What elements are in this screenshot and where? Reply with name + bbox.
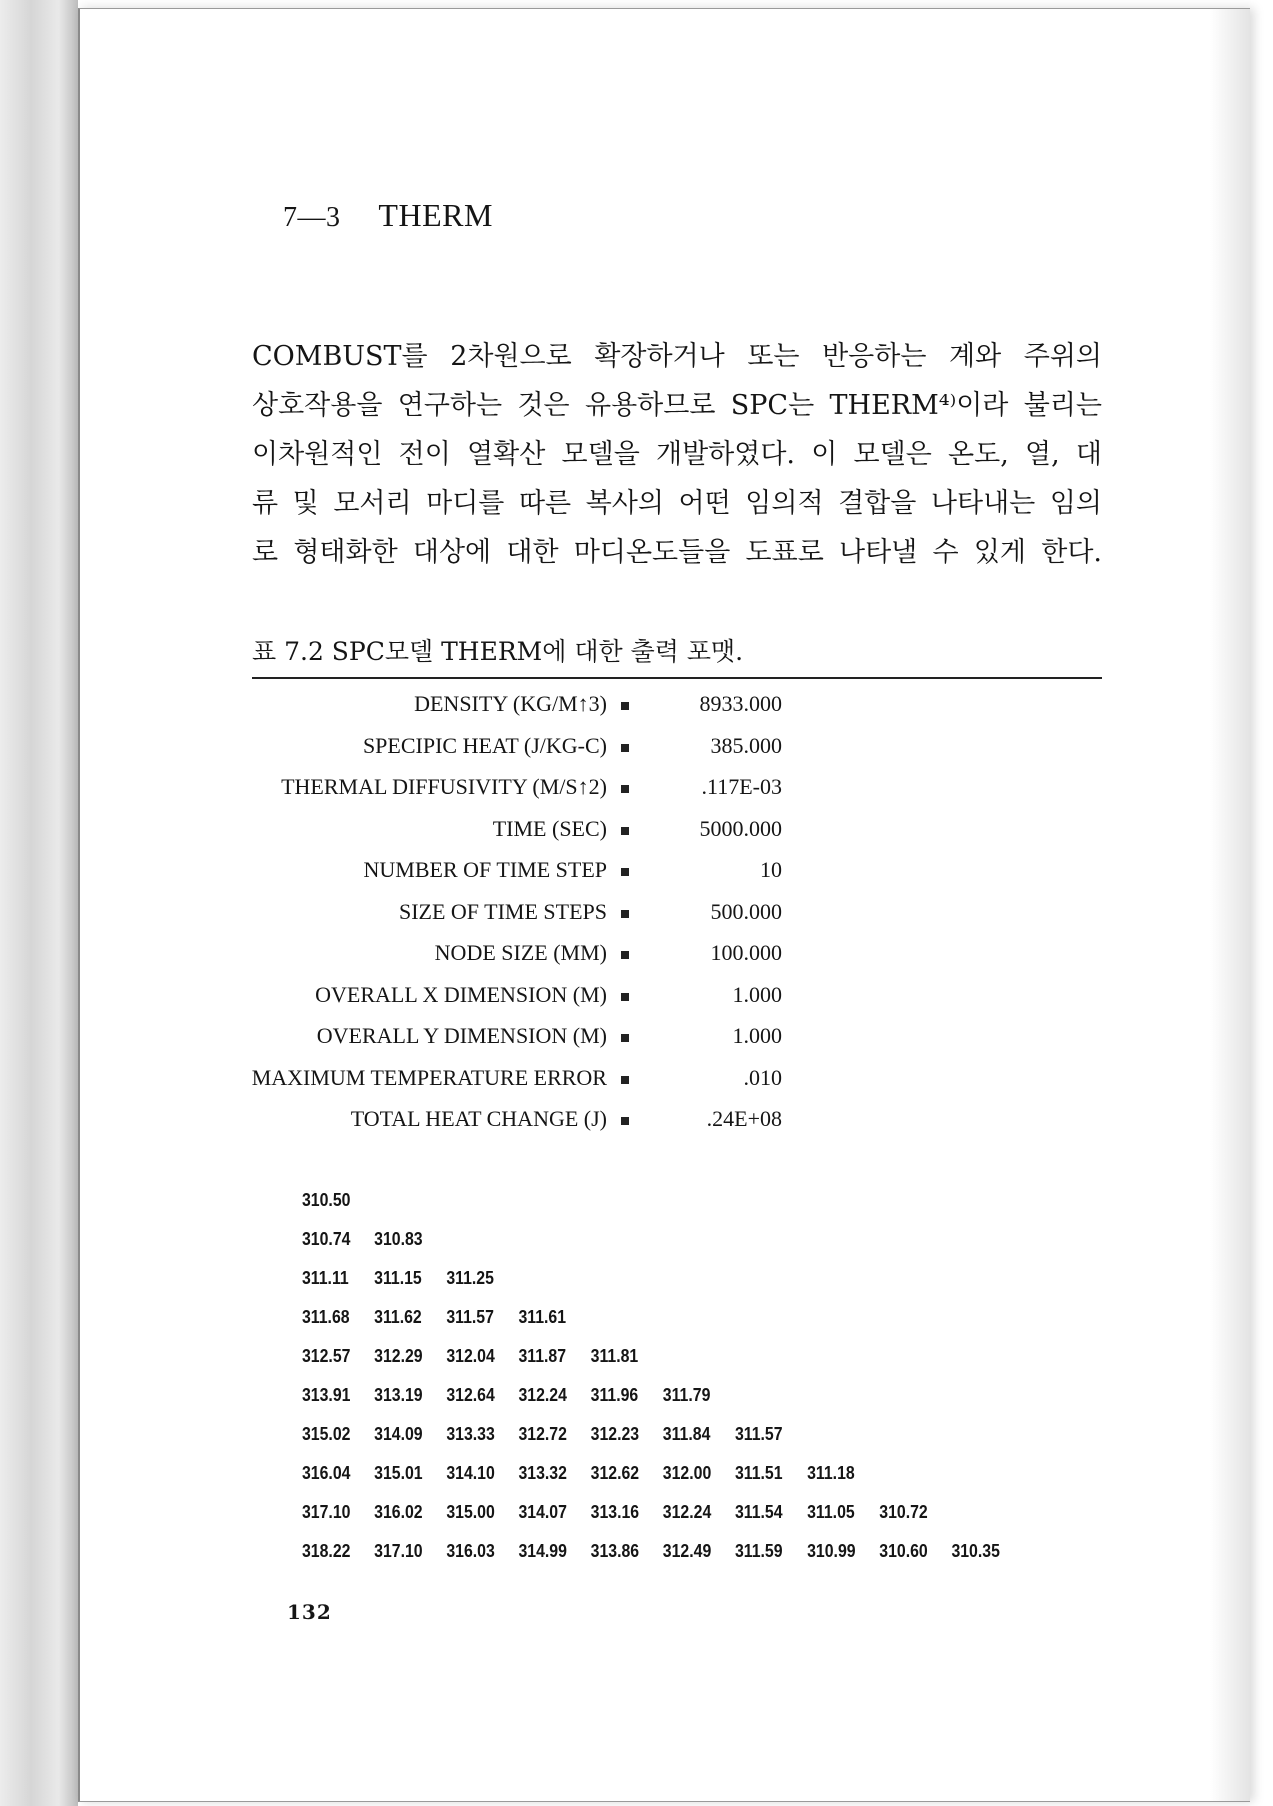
grid-row	[302, 1298, 1024, 1337]
parameter-row	[252, 729, 902, 771]
grid-cell: 311.68	[302, 1307, 350, 1327]
grid-cell: 311.05	[807, 1502, 855, 1522]
grid-cell: 315.02	[302, 1424, 351, 1444]
grid-cell: 311.57	[446, 1307, 494, 1327]
grid-cell: 315.00	[446, 1502, 495, 1522]
parameter-label: THERMAL DIFFUSIVITY (M/S↑2)	[281, 774, 607, 799]
section-title: THERM	[378, 197, 493, 233]
paragraph-line: 이차원적인 전이 열확산 모델을 개발하였다. 이 모델은 온도, 열, 대	[252, 439, 1102, 470]
grid-row	[302, 1337, 1024, 1376]
temperature-grid	[302, 1181, 1024, 1571]
grid-row	[302, 1259, 1024, 1298]
grid-cell: 310.50	[302, 1190, 351, 1210]
grid-cell: 312.57	[302, 1346, 351, 1366]
parameter-value: 100.000	[710, 940, 782, 965]
page-number: 132	[287, 1600, 332, 1624]
parameter-label: NODE SIZE (MM)	[434, 940, 607, 965]
grid-cell: 310.60	[879, 1541, 928, 1561]
grid-cell: 312.29	[374, 1346, 423, 1366]
grid-cell: 311.57	[734, 1424, 783, 1444]
square-bullet-icon	[621, 827, 629, 835]
grid-row	[302, 1181, 1024, 1220]
grid-cell: 311.11	[302, 1268, 349, 1288]
grid-cell: 312.04	[446, 1346, 495, 1366]
parameter-value: 385.000	[710, 732, 782, 758]
grid-cell: 311.84	[662, 1424, 711, 1444]
grid-cell: 311.79	[662, 1385, 711, 1405]
grid-cell: 314.09	[374, 1424, 423, 1444]
parameter-table	[252, 687, 902, 1144]
parameter-row	[252, 812, 902, 854]
parameter-row	[252, 1019, 902, 1061]
parameter-row	[252, 1061, 902, 1103]
grid-cell: 310.83	[374, 1229, 423, 1249]
square-bullet-icon	[621, 744, 629, 752]
grid-cell: 311.87	[518, 1346, 567, 1366]
grid-cell: 312.62	[590, 1463, 640, 1483]
parameter-row	[252, 895, 902, 937]
paragraph-line: 류 및 모서리 마디를 따른 복사의 어떤 임의적 결합을 나타내는 임의	[252, 488, 1102, 519]
parameter-label: SPECIPIC HEAT (J/KG-C)	[362, 732, 607, 758]
parameter-value: 500.000	[710, 898, 782, 924]
grid-cell: 312.72	[518, 1424, 567, 1444]
parameter-label: OVERALL X DIMENSION (M)	[315, 981, 607, 1007]
grid-cell: 312.24	[518, 1385, 567, 1405]
grid-cell: 311.61	[518, 1307, 567, 1327]
grid-cell: 316.04	[302, 1463, 351, 1483]
grid-cell: 312.49	[662, 1541, 712, 1561]
body-paragraph	[252, 332, 1102, 577]
parameter-value: .010	[743, 1064, 782, 1090]
grid-cell: 311.54	[734, 1502, 783, 1522]
square-bullet-icon	[621, 993, 629, 1001]
book-edge	[0, 0, 78, 1806]
grid-row	[302, 1532, 1024, 1571]
grid-cell: 311.96	[590, 1385, 639, 1405]
grid-row	[302, 1220, 1024, 1259]
parameter-value: 1.000	[732, 981, 782, 1007]
parameter-label: OVERALL Y DIMENSION (M)	[316, 1023, 607, 1048]
grid-cell: 314.99	[518, 1541, 567, 1561]
grid-cell: 310.35	[951, 1541, 1000, 1561]
square-bullet-icon	[621, 951, 629, 959]
parameter-row	[252, 1102, 902, 1144]
table-rule	[252, 677, 1102, 679]
parameter-row	[252, 936, 902, 978]
grid-cell: 313.16	[590, 1502, 640, 1522]
grid-cell: 316.02	[374, 1502, 423, 1522]
grid-cell: 312.23	[590, 1424, 640, 1444]
square-bullet-icon	[621, 1034, 629, 1042]
square-bullet-icon	[621, 1076, 629, 1084]
parameter-label: MAXIMUM TEMPERATURE ERROR	[251, 1064, 607, 1090]
parameter-label: DENSITY (KG/M↑3)	[414, 691, 607, 716]
grid-cell: 314.10	[446, 1463, 495, 1483]
parameter-row	[252, 978, 902, 1020]
parameter-value: .117E-03	[701, 774, 782, 799]
grid-cell: 312.24	[662, 1502, 712, 1522]
grid-cell: 312.00	[662, 1463, 712, 1483]
section-heading	[283, 197, 493, 234]
parameter-row	[252, 770, 902, 812]
grid-cell: 318.22	[302, 1541, 351, 1561]
grid-cell: 311.59	[734, 1541, 783, 1561]
parameter-label: TIME (SEC)	[492, 815, 607, 841]
grid-cell: 313.33	[446, 1424, 495, 1444]
grid-cell: 317.10	[374, 1541, 423, 1561]
table-caption: 표 7.2 SPC모델 THERM에 대한 출력 포맷.	[252, 637, 744, 666]
grid-cell: 312.64	[446, 1385, 495, 1405]
parameter-value: 1.000	[732, 1023, 782, 1048]
grid-cell: 313.86	[590, 1541, 640, 1561]
grid-cell: 311.62	[374, 1307, 422, 1327]
grid-cell: 311.15	[374, 1268, 422, 1288]
square-bullet-icon	[621, 702, 629, 710]
grid-cell: 310.72	[879, 1502, 928, 1522]
square-bullet-icon	[621, 910, 629, 918]
parameter-label: NUMBER OF TIME STEP	[363, 857, 607, 882]
paragraph-line: 로 형태화한 대상에 대한 마디온도들을 도표로 나타낼 수 있게 한다.	[252, 537, 1102, 568]
square-bullet-icon	[621, 868, 629, 876]
parameter-label: TOTAL HEAT CHANGE (J)	[350, 1106, 607, 1131]
grid-cell: 311.81	[590, 1346, 639, 1366]
parameter-row	[252, 687, 902, 729]
parameter-value: .24E+08	[706, 1106, 782, 1131]
parameter-value: 10	[760, 857, 782, 882]
parameter-value: 8933.000	[699, 691, 782, 716]
grid-row	[302, 1415, 1024, 1454]
paragraph-line: COMBUST를 2차원으로 확장하거나 또는 반응하는 계와 주위의	[252, 341, 1102, 372]
grid-row	[302, 1493, 1024, 1532]
grid-cell: 316.03	[446, 1541, 495, 1561]
section-number: 7—3	[283, 202, 341, 233]
square-bullet-icon	[621, 785, 629, 793]
grid-row	[302, 1376, 1024, 1415]
grid-cell: 311.51	[734, 1463, 783, 1483]
parameter-value: 5000.000	[699, 815, 782, 841]
grid-cell: 315.01	[374, 1463, 423, 1483]
parameter-row	[252, 853, 902, 895]
grid-cell: 311.25	[446, 1268, 494, 1288]
grid-cell: 313.19	[374, 1385, 423, 1405]
paragraph-line: 상호작용을 연구하는 것은 유용하므로 SPC는 THERM⁴⁾이라 불리는	[252, 390, 1102, 421]
grid-cell: 310.99	[807, 1541, 856, 1561]
grid-cell: 310.74	[302, 1229, 351, 1249]
square-bullet-icon	[621, 1117, 629, 1125]
grid-cell: 314.07	[518, 1502, 567, 1522]
grid-cell: 311.18	[807, 1463, 855, 1483]
grid-cell: 317.10	[302, 1502, 351, 1522]
grid-cell: 313.91	[302, 1385, 351, 1405]
grid-row	[302, 1454, 1024, 1493]
grid-cell: 313.32	[518, 1463, 567, 1483]
parameter-label: SIZE OF TIME STEPS	[398, 898, 607, 924]
